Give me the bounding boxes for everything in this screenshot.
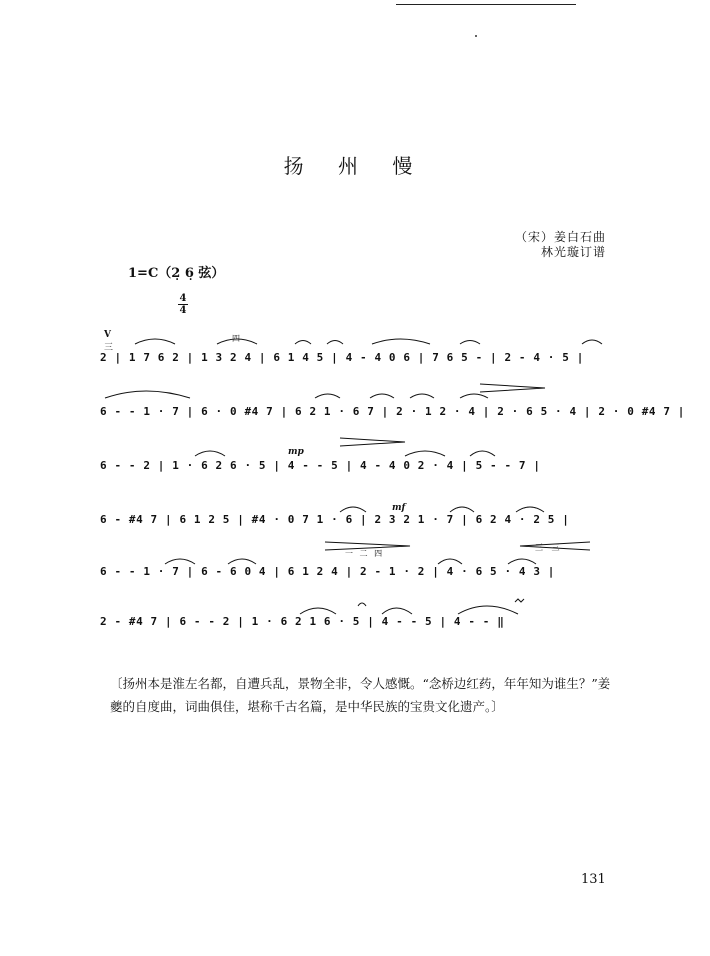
- key-signature: 1=C（2̣ 6̣ 弦）: [128, 266, 225, 281]
- fingering-mark: 一 二 四: [345, 549, 385, 558]
- score-line: 6 - #4 7 | 6 1 2 5 | #4 · 0 7 1 · 6 | 2 3 2 1 · 7 | 6 2 4 · 2 5 |: [100, 513, 570, 526]
- fingering-mark: 三 三: [535, 543, 563, 552]
- score-line: 6 - - 2 | 1 · 6 2 6 · 5 | 4 - - 5 | 4 - 4 0 2 · 4 | 5 - - 7 |: [100, 459, 541, 472]
- score-line: 2 - #4 7 | 6 - - 2 | 1 · 6 2 1 6 · 5 | 4 - - 5 | 4 - - ‖: [100, 615, 505, 628]
- time-signature-top: 4: [179, 293, 187, 304]
- score-line: 6 - - 1 · 7 | 6 - 6 0 4 | 6 1 2 4 | 2 - 1 · 2 | 4 · 6 5 · 4 3 |: [100, 565, 556, 578]
- annotation-note: 〔扬州本是淮左名都，自遭兵乱，景物全非，令人感慨。“念桥边红药，年年知为谁生？”姜夔的自度曲，词曲俱佳，堪称千古名篇，是中华民族的宝贵文化遗产。〕: [110, 676, 611, 714]
- fingering-mark: 四: [232, 334, 240, 343]
- fingering-mark: 三: [104, 343, 114, 353]
- score-line: 6 - - 1 · 7 | 6 · 0 #4 7 | 6 2 1 · 6 7 | 2 · 1 2 · 4 | 2 · 6 5 · 4 | 2 · 0 #4 7 |: [100, 405, 686, 418]
- top-rule: [396, 4, 576, 5]
- time-signature-bottom: 4: [179, 305, 187, 316]
- speck: [475, 35, 477, 37]
- arranger-credit: 林光璇订谱: [540, 245, 606, 259]
- page-number: 131: [581, 872, 606, 887]
- time-signature: [178, 293, 188, 316]
- bow-mark: V: [104, 330, 111, 340]
- page-title: 扬 州 慢: [283, 154, 427, 178]
- dynamic-mark-mp: mp: [288, 447, 304, 457]
- score-line: 2 | 1 7 6 2 | 1 3 2 4 | 6 1 4 5 | 4 - 4 0 6 | 7 6 5 - | 2 - 4 · 5 |: [100, 351, 584, 364]
- dynamic-mark-mf: mf: [392, 503, 406, 513]
- composer-credit: （宋）姜白石曲: [514, 230, 606, 244]
